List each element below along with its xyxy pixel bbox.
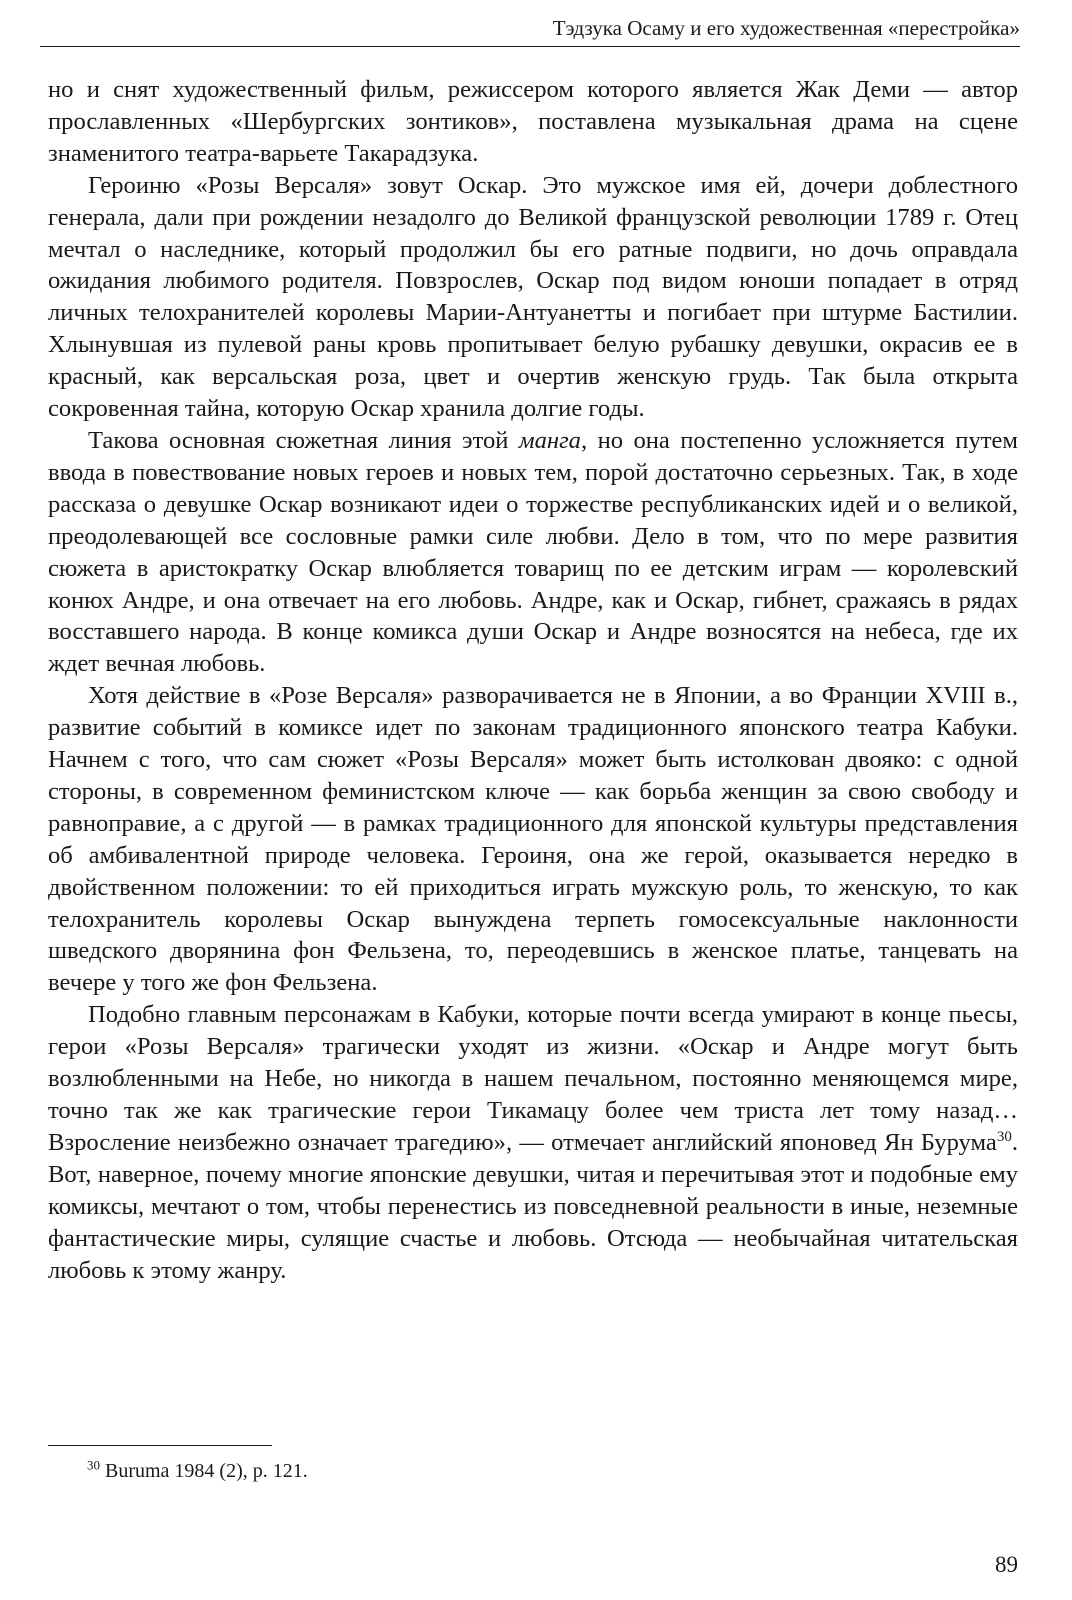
paragraph-1: но и снят художественный фильм, режиссером которого является Жак Деми — автор прославленных «Шербургских зонтиков», поставлена музыкальная драма на сцене знаменитого театра-варьете Такарадзука. <box>48 76 1018 167</box>
running-head: Тэдзука Осаму и его художественная «перестройка» <box>552 16 1020 40</box>
paragraph-3-text-after: , но она постепенно усложняется путем ввода в повествование новых героев и новых тем, порой достаточно серьезных. Так, в ходе рассказа о девушке Оскар возникают идеи о торжестве республиканских идей и о великой, преодолевающей все сословные рамки силе любви. Дело в том, что по мере развития сюжета в аристократку Оскар влюбляется товарищ по ее детским играм — королевский конюх Андре, и она отвечает на его любовь. Андре, как и Оскар, гибнет, сражаясь в рядах восставшего народа. В конце комикса души Оскар и Андре возносятся на небеса, где их ждет вечная любовь. <box>48 426 1018 678</box>
italic-term-manga: манга <box>518 426 581 454</box>
footnote <box>87 1458 308 1484</box>
footnote-rule <box>48 1445 272 1446</box>
paragraph-4: Хотя действие в «Розе Версаля» разворачивается не в Японии, а во Франции XVIII в., развитие событий в комиксе идет по законам традиционного японского театра Кабуки. Начнем с того, что сам сюжет «Розы Версаля» может быть истолкован двояко: с одной стороны, в современном феминистском ключе — как борьба женщин за свою свободу и равноправие, а с другой — в рамках традиционного для японской культуры представления об амбивалентной природе человека. Героиня, она же герой, оказывается нередко в двойственном положении: то ей приходиться играть мужскую роль, то женскую, то как телохранитель королевы Оскар вынуждена терпеть гомосексуальные наклонности шведского дворянина фон Фельзена, то, переодевшись в женское платье, танцевать на вечере у того же фон Фельзена. <box>48 682 1018 997</box>
paragraph-5 <box>48 999 1018 1286</box>
paragraph-5-text-after: . Вот, наверное, почему многие японские девушки, читая и перечитывая этот и подобные ему комиксы, мечтают о том, чтобы перенестись из повседневной реальности в иные, неземные фантастические миры, сулящие счастье и любовь. Отсюда — необычайная читательская любовь к этому жанру. <box>48 1128 1018 1284</box>
footnote-number: 30 <box>87 1457 100 1473</box>
body-text <box>48 74 1018 1286</box>
paragraph-3-text-before: Такова основная сюжетная линия этой <box>88 426 519 454</box>
paragraph-3 <box>48 425 1018 680</box>
header-rule <box>40 46 1020 47</box>
footnote-reference[interactable]: 30 <box>996 1128 1012 1145</box>
paragraph-5-text-before: Подобно главным персонажам в Кабуки, которые почти всегда умирают в конце пьесы, герои «Розы Версаля» трагически уходят из жизни. «Оскар и Андре могут быть возлюбленными на Небе, но никогда в нашем печальном, постоянно меняющемся мире, точно так же как трагические герои Тикамацу более чем триста лет тому назад… Взросление неизбежно означает трагедию», — отмечает английский японовед Ян Бурума <box>48 1001 1018 1156</box>
paragraph-2: Героиню «Розы Версаля» зовут Оскар. Это мужское имя ей, дочери доблестного генерала, дали при рождении незадолго до Великой французской революции 1789 г. Отец мечтал о наследнике, который продолжил бы его ратные подвиги, но дочь оправдала ожидания любимого родителя. Повзрослев, Оскар под видом юноши попадает в отряд личных телохранителей королевы Марии-Антуанетты и погибает при штурме Бастилии. Хлынувшая из пулевой раны кровь пропитывает белую рубашку девушки, окрасив ее в красный, как версальская роза, цвет и очертив женскую грудь. Так была открыта сокровенная тайна, которую Оскар хранила долгие годы. <box>48 171 1018 423</box>
footnote-text: Buruma 1984 (2), p. 121. <box>105 1460 308 1482</box>
page-number: 89 <box>995 1552 1018 1577</box>
